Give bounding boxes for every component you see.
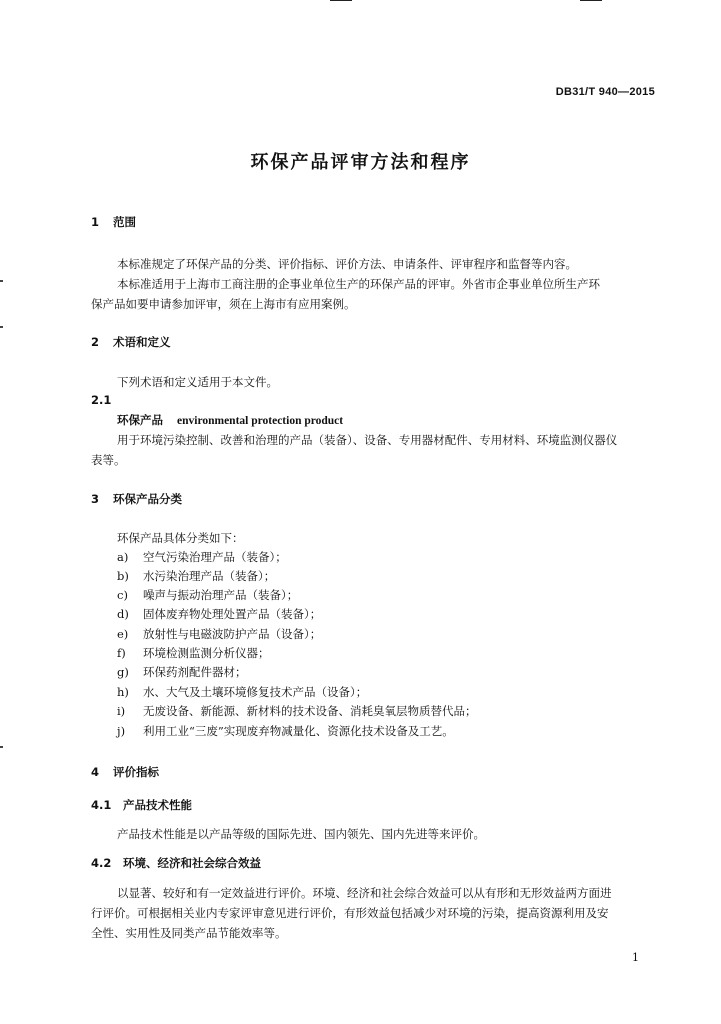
list-text: 无废设备、新能源、新材料的技术设备、消耗臭氧层物质替代品； [143, 704, 477, 718]
top-rule-right [580, 0, 602, 1]
term-english: environmental protection product [177, 415, 344, 427]
section-number: 2 [91, 335, 100, 349]
list-label: f) [117, 646, 126, 660]
list-text: 放射性与电磁波防护产品（设备）； [143, 627, 322, 641]
margin-mark [0, 746, 3, 748]
top-rule-left [330, 0, 352, 1]
paragraph: 下列术语和定义适用于本文件。 [117, 375, 278, 389]
section-number: 1 [91, 215, 100, 229]
list-text: 环保药剂配件器材； [143, 665, 247, 679]
list-text: 空气污染治理产品（装备）； [143, 550, 287, 564]
list-item [117, 664, 247, 680]
list-item [117, 606, 321, 622]
list-label: i) [117, 704, 126, 718]
standard-code: DB31/T 940—2015 [555, 86, 655, 98]
term-chinese: 环保产品 [117, 413, 163, 427]
list-label: j) [117, 724, 126, 738]
list-text: 环境检测监测分析仪器； [143, 646, 270, 660]
paragraph: 全性、实用性及同类产品节能效率等。 [91, 926, 287, 940]
section-1-heading [91, 214, 136, 230]
list-item [117, 703, 477, 719]
list-item [117, 645, 270, 661]
section-title: 术语和定义 [113, 335, 171, 349]
list-item [117, 626, 321, 642]
list-item [117, 549, 287, 565]
list-item [117, 568, 275, 584]
list-text: 固体废弃物处理处置产品（装备）； [143, 607, 322, 621]
list-label: b) [117, 569, 129, 583]
section-number: 4.1 [91, 798, 112, 812]
list-text: 利用工业“三废”实现废弃物减量化、资源化技术设备及工艺。 [143, 724, 454, 738]
paragraph: 产品技术性能是以产品等级的国际先进、国内领先、国内先进等来评价。 [117, 827, 485, 841]
paragraph: 环保产品具体分类如下： [117, 531, 244, 545]
section-title: 环境、经济和社会综合效益 [123, 856, 261, 870]
margin-mark [0, 326, 3, 328]
list-label: h) [117, 685, 129, 699]
list-text: 水、大气及土壤环境修复技术产品（设备）； [143, 685, 368, 699]
list-label: g) [117, 665, 129, 679]
section-title: 范围 [113, 215, 136, 229]
definition: 用于环境污染控制、改善和治理的产品（装备）、设备、专用器材配件、专用材料、环境监测仪器仪 [117, 433, 618, 447]
list-label: c) [117, 588, 128, 602]
paragraph: 行评价。可根据相关业内专家评审意见进行评价，有形效益包括减少对环境的污染，提高资源利用及安 [91, 906, 609, 920]
list-item [117, 723, 454, 739]
term-entry [117, 412, 343, 428]
paragraph: 本标准规定了环保产品的分类、评价指标、评价方法、申请条件、评审程序和监督等内容。 [117, 257, 577, 271]
list-item [117, 587, 298, 603]
subsection-4-2-heading [91, 855, 261, 871]
section-3-heading [91, 491, 182, 507]
page-number: 1 [632, 951, 639, 964]
paragraph: 本标准适用于上海市工商注册的企事业单位生产的环保产品的评审。外省市企事业单位所生产环 [117, 277, 600, 291]
paragraph: 以显著、较好和有一定效益进行评价。环境、经济和社会综合效益可以从有形和无形效益两方面进 [117, 886, 612, 900]
definition: 表等。 [91, 453, 126, 467]
document-title: 环保产品评审方法和程序 [250, 152, 471, 173]
section-number: 4 [91, 765, 100, 779]
paragraph: 保产品如要申请参加评审，须在上海市有应用案例。 [91, 297, 356, 311]
list-label: e) [117, 627, 129, 641]
list-label: d) [117, 607, 129, 621]
list-text: 水污染治理产品（装备）； [143, 569, 276, 583]
subsection-4-1-heading [91, 797, 192, 813]
list-label: a) [117, 550, 129, 564]
subsection-2-1-number: 2.1 [91, 393, 112, 407]
section-4-heading [91, 764, 159, 780]
section-number: 4.2 [91, 856, 112, 870]
list-item [117, 684, 367, 700]
section-2-heading [91, 334, 171, 350]
section-number: 3 [91, 492, 100, 506]
section-title: 评价指标 [113, 765, 159, 779]
section-title: 产品技术性能 [123, 798, 192, 812]
list-text: 噪声与振动治理产品（装备）； [143, 588, 299, 602]
section-title: 环保产品分类 [113, 492, 182, 506]
margin-mark [0, 280, 3, 282]
